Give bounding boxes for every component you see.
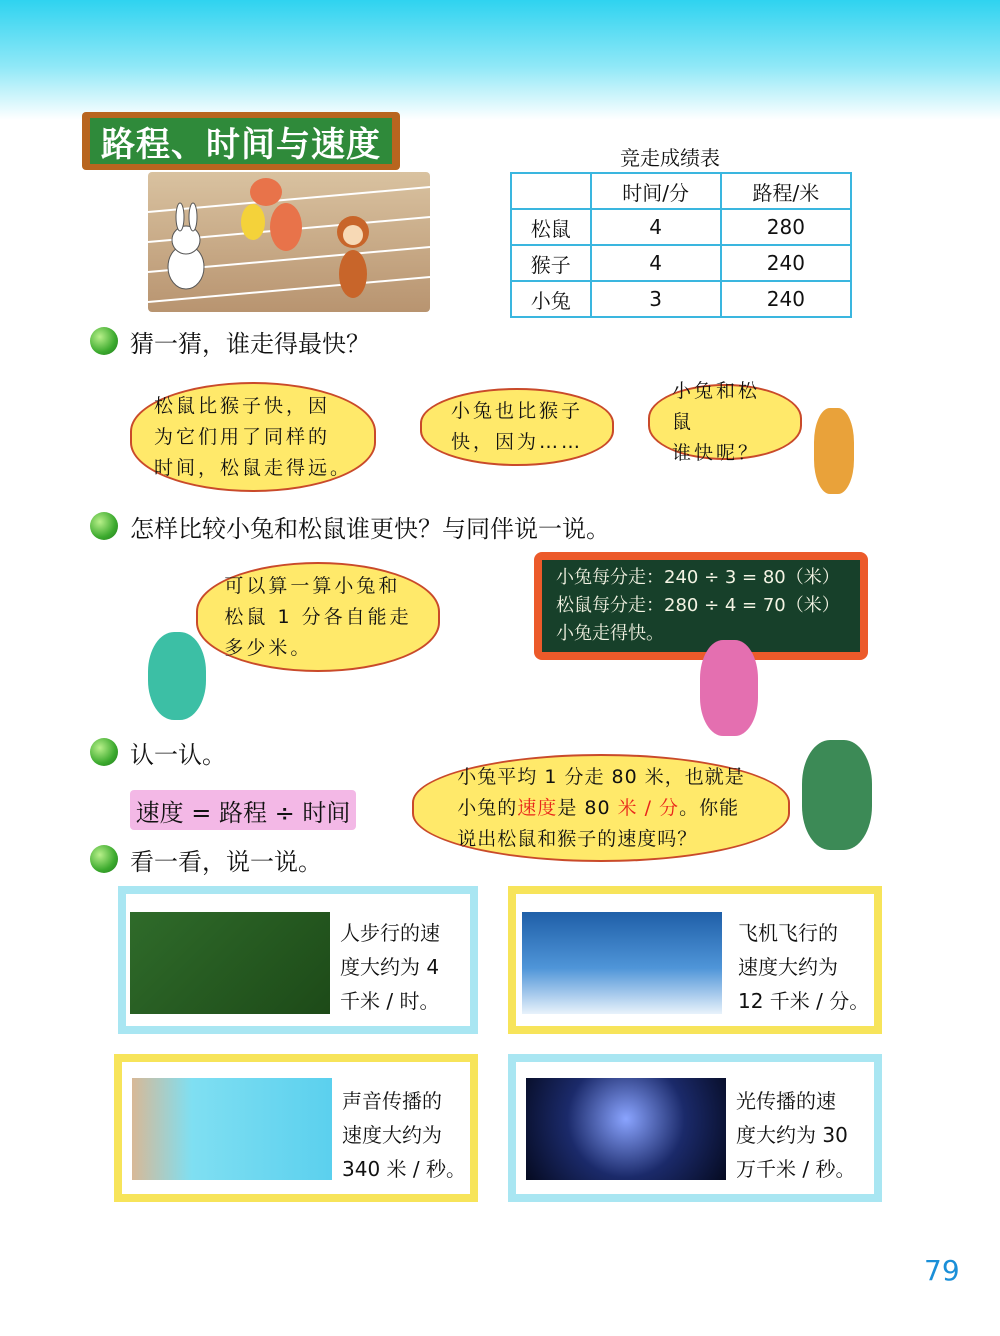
board-line: 小兔走得快。 xyxy=(556,623,664,644)
dog-character-icon xyxy=(814,408,854,494)
teacher-line: 说出松鼠和猴子的速度吗？ xyxy=(457,827,698,850)
speech-bubble-squirrel-faster xyxy=(130,382,376,492)
table-row xyxy=(511,209,851,245)
board-line: 小兔每分走：240 ÷ 3 = 80（米） xyxy=(556,567,840,588)
race-track-lines xyxy=(148,172,430,312)
rabbit-icon xyxy=(168,203,204,289)
board-line: 松鼠每分走：280 ÷ 4 = 70（米） xyxy=(556,595,840,616)
question-1: 猜一猜，谁走得最快？ xyxy=(130,330,370,358)
info-card-sound xyxy=(114,1054,478,1202)
table-header-cell xyxy=(511,173,591,209)
bubble-text: 可以算一算小兔和 松鼠 1 分各自能走 多少米。 xyxy=(224,574,412,659)
girl-character-icon xyxy=(700,640,758,736)
green-bullet-icon xyxy=(90,327,118,355)
info-card-walking xyxy=(118,886,478,1034)
table-cell: 240 xyxy=(721,281,851,317)
page-number: 79 xyxy=(924,1254,960,1287)
walking-person-photo-icon xyxy=(130,912,330,1014)
card-text: 声音传播的 速度大约为 340 米 / 秒。 xyxy=(342,1089,466,1181)
race-scene-illustration xyxy=(148,172,430,312)
speech-bubble-who-faster xyxy=(648,379,802,464)
table-cell: 松鼠 xyxy=(511,209,591,245)
table-cell: 4 xyxy=(591,209,721,245)
card-text: 飞机飞行的 速度大约为 12 千米 / 分。 xyxy=(738,921,870,1013)
lesson-title: 路程、时间与速度 xyxy=(90,118,392,164)
top-gradient-band xyxy=(0,0,1000,120)
score-table xyxy=(510,172,852,318)
lightning-photo-icon xyxy=(526,1078,726,1180)
speech-bubble-teacher xyxy=(412,754,790,862)
info-card-light xyxy=(508,1054,882,1202)
table-cell: 猴子 xyxy=(511,245,591,281)
boy-character-icon xyxy=(148,632,206,720)
speech-bubble-rabbit-faster xyxy=(420,388,614,466)
table-caption: 竞走成绩表 xyxy=(620,146,720,170)
chalkboard-text xyxy=(542,560,860,652)
lesson-title-box xyxy=(82,112,400,170)
bubble-text: 松鼠比猴子快，因 为它们用了同样的 时间，松鼠走得远。 xyxy=(154,394,353,479)
question-4: 看一看，说一说。 xyxy=(130,848,322,876)
table-row xyxy=(511,281,851,317)
teacher-text xyxy=(457,762,744,855)
speed-formula: 速度 = 路程 ÷ 时间 xyxy=(130,790,356,830)
info-card-airplane xyxy=(508,886,882,1034)
speech-bubble-compute-per-minute xyxy=(196,562,440,672)
table-row xyxy=(511,245,851,281)
speed-highlight: 速度 xyxy=(517,796,558,819)
teacher-line: 小兔的速度是 80 米 / 分。你能 xyxy=(457,796,740,819)
question-2: 怎样比较小兔和松鼠谁更快？与同伴说一说。 xyxy=(130,515,610,543)
question-3: 认一认。 xyxy=(130,741,226,769)
airplane-photo-icon xyxy=(522,912,722,1014)
table-cell: 小兔 xyxy=(511,281,591,317)
card-text: 人步行的速 度大约为 4 千米 / 时。 xyxy=(340,921,440,1013)
table-cell: 240 xyxy=(721,245,851,281)
table-cell: 280 xyxy=(721,209,851,245)
green-bullet-icon xyxy=(90,512,118,540)
teacher-line: 小兔平均 1 分走 80 米，也就是 xyxy=(457,765,745,788)
table-cell: 3 xyxy=(591,281,721,317)
unit-highlight: 米 / 分 xyxy=(617,796,680,819)
table-header-cell: 时间/分 xyxy=(591,173,721,209)
table-header-cell: 路程/米 xyxy=(721,173,851,209)
teacher-character-icon xyxy=(802,740,872,850)
monkey-icon xyxy=(337,216,369,298)
table-header-row xyxy=(511,173,851,209)
chalkboard xyxy=(534,552,868,660)
bubble-text: 小兔也比猴子 快，因为…… xyxy=(450,400,583,453)
table-cell: 4 xyxy=(591,245,721,281)
ear-speaker-photo-icon xyxy=(132,1078,332,1180)
green-bullet-icon xyxy=(90,845,118,873)
bubble-text: 小兔和松鼠 谁快呢？ xyxy=(672,379,761,464)
green-bullet-icon xyxy=(90,738,118,766)
card-text: 光传播的速 度大约为 30 万千米 / 秒。 xyxy=(736,1089,856,1181)
squirrel-icon xyxy=(241,178,302,251)
